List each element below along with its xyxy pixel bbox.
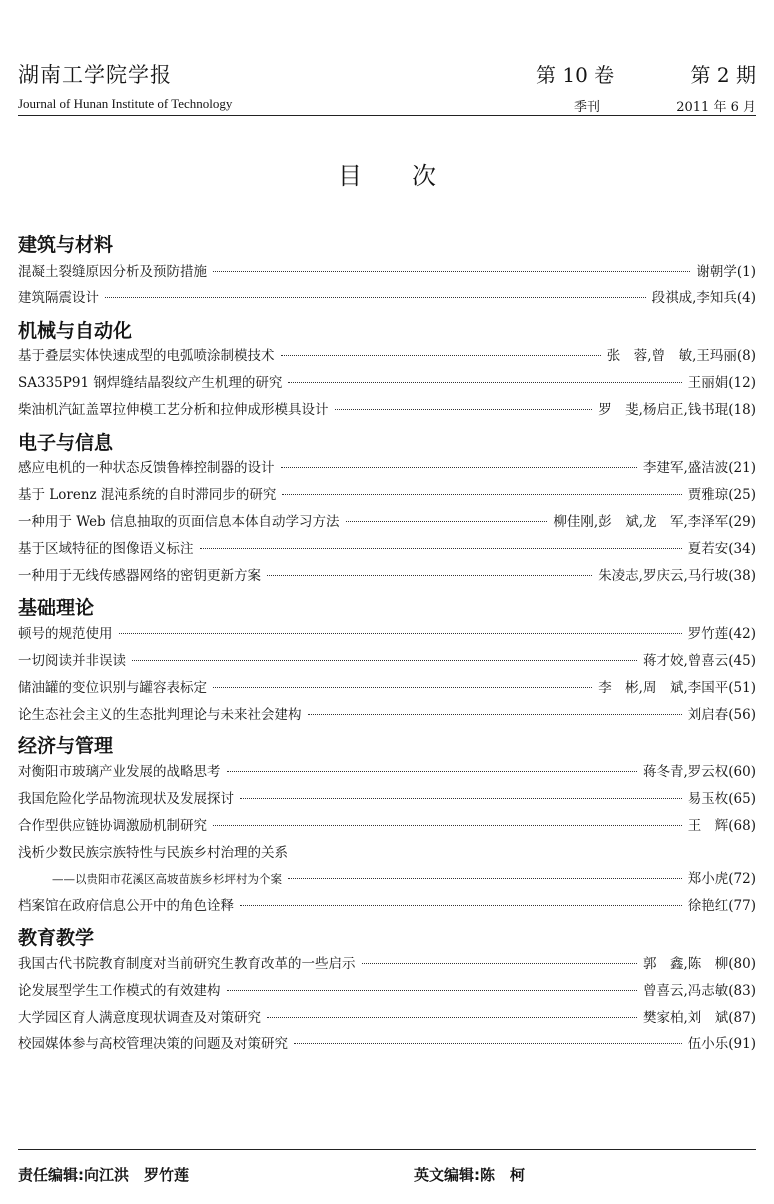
leader-dots (213, 687, 592, 688)
entry-authors: 徐艳红 (687, 898, 729, 914)
entry-title: 一切阅读并非误读 (18, 653, 126, 669)
section-heading: 基础理论 (18, 597, 95, 619)
entry-title: 建筑隔震设计 (18, 290, 99, 306)
volume: 第 10 卷 (536, 63, 615, 87)
entry-title: 基于叠层实体快速成型的电弧喷涂制模技术 (18, 348, 275, 364)
entry-subtitle: ——以贵阳市花溪区高坡苗族乡杉坪村为个案 (52, 872, 282, 886)
entry-title: 合作型供应链协调激励机制研究 (18, 818, 207, 834)
toc-entry[interactable] (18, 954, 756, 974)
english-editor: 英文编辑:陈 柯 (414, 1166, 525, 1184)
entry-authors: 蒋冬青,罗云权 (642, 764, 729, 780)
leader-dots (288, 878, 682, 879)
entry-page: (25) (728, 487, 756, 503)
entry-title: 校园媒体参与高校管理决策的问题及对策研究 (18, 1036, 288, 1052)
journal-name-cn: 湖南工学院学报 (18, 63, 172, 87)
toc-entry[interactable] (18, 869, 756, 889)
section-heading: 经济与管理 (18, 735, 114, 757)
entry-authors: 曾喜云,冯志敏 (642, 983, 729, 999)
journal-header (18, 62, 232, 112)
leader-dots (346, 521, 548, 522)
entry-authors: 张 蓉,曾 敏,王玛丽 (606, 348, 737, 364)
leader-dots (267, 575, 592, 576)
entry-title: SA335P91 钢焊缝结晶裂纹产生机理的研究 (18, 375, 283, 391)
entry-title: 储油罐的变位识别与罐容表标定 (18, 680, 207, 696)
leader-dots (132, 660, 637, 661)
entry-page: (38) (728, 568, 756, 584)
toc-entry[interactable] (18, 981, 756, 1001)
toc-entry[interactable] (18, 512, 756, 532)
toc-entry[interactable] (18, 262, 756, 282)
entry-page: (29) (728, 514, 756, 530)
entry-title: 基于区域特征的图像语义标注 (18, 541, 194, 557)
toc-entry[interactable] (18, 762, 756, 782)
entry-page: (8) (736, 348, 756, 364)
leader-dots (227, 771, 637, 772)
entry-title: 档案馆在政府信息公开中的角色诠释 (18, 898, 234, 914)
entry-page: (42) (728, 626, 756, 642)
entry-authors: 罗竹莲 (687, 626, 729, 642)
issue-info (536, 62, 756, 115)
toc-entry[interactable] (18, 485, 756, 505)
journal-name-en: Journal of Hunan Institute of Technology (18, 96, 233, 111)
entry-authors: 郑小虎 (687, 871, 729, 887)
leader-dots (119, 633, 682, 634)
entry-authors: 刘启春 (687, 707, 729, 723)
toc-entry[interactable] (18, 1034, 756, 1054)
toc-entry[interactable] (18, 789, 756, 809)
toc-entry[interactable] (18, 624, 756, 644)
entry-authors: 李 彬,周 斌,李国平 (598, 680, 729, 696)
entry-authors: 谢朝学 (696, 264, 737, 280)
toc-entry[interactable] (18, 458, 756, 478)
toc-entry[interactable] (18, 539, 756, 559)
section-heading: 建筑与材料 (18, 234, 114, 256)
entry-title: 顿号的规范使用 (18, 626, 113, 642)
entry-title: 基于 Lorenz 混沌系统的自时滞同步的研究 (18, 487, 277, 503)
footer-rule (18, 1149, 756, 1150)
issue-date: 2011 年 6 月 (676, 100, 756, 115)
leader-dots (227, 990, 637, 991)
leader-dots (288, 382, 681, 383)
entry-page: (56) (728, 707, 756, 723)
entry-title: 对衡阳市玻璃产业发展的战略思考 (18, 764, 221, 780)
leader-dots (105, 297, 646, 298)
entry-authors: 贾雅琼 (687, 487, 729, 503)
header-rule (18, 115, 756, 116)
entry-page: (72) (728, 871, 756, 887)
entry-title: 我国古代书院教育制度对当前研究生教育改革的一些启示 (18, 956, 356, 972)
issue-number: 第 2 期 (690, 63, 756, 87)
entry-page: (83) (728, 983, 756, 999)
leader-dots (240, 798, 682, 799)
entry-page: (34) (728, 541, 756, 557)
entry-page: (65) (728, 791, 756, 807)
toc-title: 目次 (338, 162, 486, 190)
entry-title: 论发展型学生工作模式的有效建构 (18, 983, 221, 999)
toc-entry[interactable] (18, 678, 756, 698)
leader-dots (308, 714, 682, 715)
toc-entry[interactable] (18, 288, 756, 308)
entry-page: (4) (736, 290, 756, 306)
entry-title: 大学园区育人满意度现状调查及对策研究 (18, 1010, 261, 1026)
entry-page: (18) (728, 402, 756, 418)
frequency: 季刊 (574, 100, 601, 115)
entry-title: 一种用于 Web 信息抽取的页面信息本体自动学习方法 (18, 514, 340, 530)
entry-authors: 夏若安 (687, 541, 729, 557)
entry-title: 论生态社会主义的生态批判理论与未来社会建构 (18, 707, 302, 723)
responsible-editors: 责任编辑:向江洪 罗竹莲 (18, 1166, 189, 1184)
entry-page: (1) (736, 264, 756, 280)
entry-authors: 柳佳刚,彭 斌,龙 军,李泽军 (553, 514, 729, 530)
section-heading: 教育教学 (18, 927, 95, 949)
leader-dots (335, 409, 593, 410)
entry-page: (68) (728, 818, 756, 834)
toc-entry[interactable] (18, 816, 756, 836)
entry-authors: 罗 斐,杨启正,钱书琨 (598, 402, 729, 418)
toc-entry[interactable] (18, 705, 756, 725)
entry-title: 柴油机汽缸盖罩拉伸模工艺分析和拉伸成形模具设计 (18, 402, 329, 418)
leader-dots (281, 355, 601, 356)
toc-entry[interactable] (18, 373, 756, 393)
entry-authors: 蒋才姣,曾喜云 (642, 653, 729, 669)
entry-title: 我国危险化学品物流现状及发展探讨 (18, 791, 234, 807)
entry-authors: 伍小乐 (687, 1036, 729, 1052)
entry-authors: 王丽娟 (687, 375, 729, 391)
toc-entry[interactable] (18, 1008, 756, 1028)
entry-page: (60) (728, 764, 756, 780)
toc-entry[interactable] (18, 400, 756, 420)
leader-dots (267, 1017, 637, 1018)
entry-authors: 朱凌志,罗庆云,马行坡 (598, 568, 729, 584)
toc-entry[interactable] (18, 896, 756, 916)
entry-page: (21) (728, 460, 756, 476)
entry-authors: 易玉枚 (687, 791, 729, 807)
entry-page: (77) (728, 898, 756, 914)
leader-dots (213, 825, 682, 826)
entry-title[interactable]: 浅析少数民族宗族特性与民族乡村治理的关系 (18, 845, 288, 861)
entry-authors: 樊家柏,刘 斌 (642, 1010, 729, 1026)
toc-entry[interactable] (18, 346, 756, 366)
toc-entry[interactable] (18, 566, 756, 586)
leader-dots (213, 271, 690, 272)
section-heading: 电子与信息 (18, 432, 114, 454)
toc-entry[interactable] (18, 651, 756, 671)
entry-title: 一种用于无线传感器网络的密钥更新方案 (18, 568, 261, 584)
entry-authors: 王 辉 (687, 818, 729, 834)
leader-dots (282, 494, 681, 495)
entry-authors: 段祺成,李知兵 (651, 290, 737, 306)
leader-dots (294, 1043, 682, 1044)
entry-page: (45) (728, 653, 756, 669)
entry-page: (80) (728, 956, 756, 972)
entry-title: 混凝土裂缝原因分析及预防措施 (18, 264, 207, 280)
entry-title: 感应电机的一种状态反馈鲁棒控制器的设计 (18, 460, 275, 476)
entry-page: (51) (728, 680, 756, 696)
section-heading: 机械与自动化 (18, 320, 133, 342)
entry-page: (87) (728, 1010, 756, 1026)
leader-dots (281, 467, 637, 468)
entry-authors: 郭 鑫,陈 柳 (642, 956, 729, 972)
leader-dots (200, 548, 682, 549)
entry-page: (91) (728, 1036, 756, 1052)
entry-authors: 李建军,盛洁波 (642, 460, 729, 476)
leader-dots (362, 963, 637, 964)
entry-page: (12) (728, 375, 756, 391)
leader-dots (240, 905, 682, 906)
